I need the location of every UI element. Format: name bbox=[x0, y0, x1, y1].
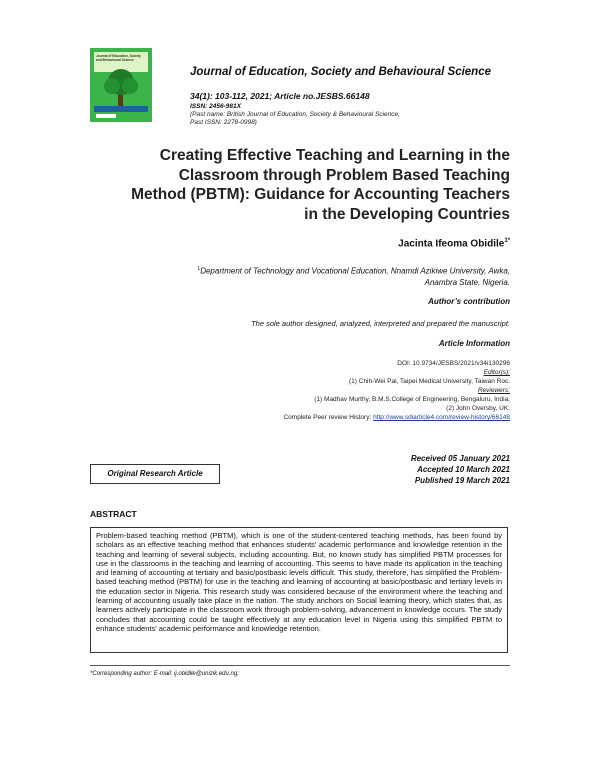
issn: ISSN: 2456-981X bbox=[190, 103, 241, 110]
reviewers-label bbox=[90, 387, 510, 396]
accepted-date: Accepted 10 March 2021 bbox=[417, 465, 510, 474]
editors-label bbox=[90, 369, 510, 378]
abstract-text: Problem-based teaching method (PBTM), which is one of the student-centered teaching methods, has been found by scholars as an effective teaching method that enhances students' academic performance and knowledge retention in the teaching and learning of several subjects, including accounting. But, no known study has simplified PBTM processes for use in the classrooms in the teaching and learning of accounting. This seems to have made its application in the teaching and learning of accounting at tertiary and basic/postbasic levels difficult. This study, therefore, has simplified the Problem-based teaching method (PBTM) for use in the teaching and learning of accounting at basic/postbasic and tertiary levels in the education sector in Nigeria. This research study was considered because of the environment where the teaching and learning of accounting usually take place in the nation. The study anchors on Social learning theory, which states that, as learners actively participate in the classroom work through problem-solving, advancement in knowledge occurs. The study concludes that accounting could be taught effectively at any education level in Nigeria using this simplified PBTM to enhance students' academic performance and knowledge retention. bbox=[90, 527, 508, 653]
editors-label-text: Editor(s): bbox=[483, 369, 510, 376]
editor-1: (1) Chih-Wei Pai, Taipei Medical University, Taiwan Roc. bbox=[349, 378, 510, 385]
author-name bbox=[398, 238, 510, 249]
journal-name: Journal of Education, Society and Behavioural Science bbox=[190, 66, 491, 78]
affiliation-mark: 1 bbox=[197, 266, 201, 272]
volume-line: 34(1): 103-112, 2021; Article no.JESBS.66148 bbox=[190, 91, 370, 101]
contribution-text: The sole author designed, analyzed, interpreted and prepared the manuscript. bbox=[251, 319, 510, 328]
title-line: Classroom through Problem Based Teaching bbox=[178, 166, 510, 184]
author-text: Jacinta Ifeoma Obidile bbox=[398, 238, 505, 250]
cover-title: Journal of Education, Society and Behavioural Science bbox=[96, 54, 141, 62]
affiliation-line: Anambra State, Nigeria. bbox=[424, 277, 510, 287]
journal-cover-image bbox=[90, 48, 152, 122]
article-dates bbox=[411, 453, 510, 486]
contribution-heading: Author’s contribution bbox=[428, 297, 510, 306]
title-line: in the Developing Countries bbox=[304, 205, 510, 223]
reviewers-label-text: Reviewers: bbox=[477, 387, 510, 394]
peer-review-history bbox=[90, 414, 510, 423]
reviewer-1: (1) Madhav Murthy, B.M.S.College of Engineering, Bengaluru, India. bbox=[314, 396, 510, 403]
title-line: Creating Effective Teaching and Learning in the bbox=[159, 147, 510, 164]
reviewer-2: (2) John Oversby, UK. bbox=[446, 405, 510, 412]
received-date: Received 05 January 2021 bbox=[410, 454, 510, 463]
doi: DOI: 10.9734/JESBS/2021/v34i130296 bbox=[397, 360, 510, 367]
paper-title bbox=[90, 146, 510, 224]
author-marks: 1* bbox=[504, 238, 510, 244]
abstract-heading: ABSTRACT bbox=[90, 509, 137, 519]
corresponding-author: *Corresponding author: E-mail: ij.obidile@unizik.edu.ng; bbox=[90, 671, 239, 677]
footnote-rule bbox=[90, 665, 510, 666]
affiliation-line: Department of Technology and Vocational Education, Nnamdi Azikiwe University, Awka, bbox=[200, 266, 510, 276]
peer-review-prefix: Complete Peer review History: bbox=[283, 414, 374, 421]
past-name: (Past name: British Journal of Education, Society & Behavioural Science, bbox=[190, 111, 400, 118]
title-line: Method (PBTM): Guidance for Accounting Teachers bbox=[131, 186, 510, 203]
article-info-heading: Article Information bbox=[438, 339, 510, 348]
affiliation bbox=[130, 264, 510, 288]
peer-review-link[interactable]: http://www.sdiarticle4.com/review-history/66148 bbox=[373, 414, 510, 421]
article-type-badge: Original Research Article bbox=[90, 464, 220, 484]
published-date: Published 19 March 2021 bbox=[414, 476, 510, 485]
past-issn: Past ISSN: 2278-0998) bbox=[190, 119, 257, 126]
